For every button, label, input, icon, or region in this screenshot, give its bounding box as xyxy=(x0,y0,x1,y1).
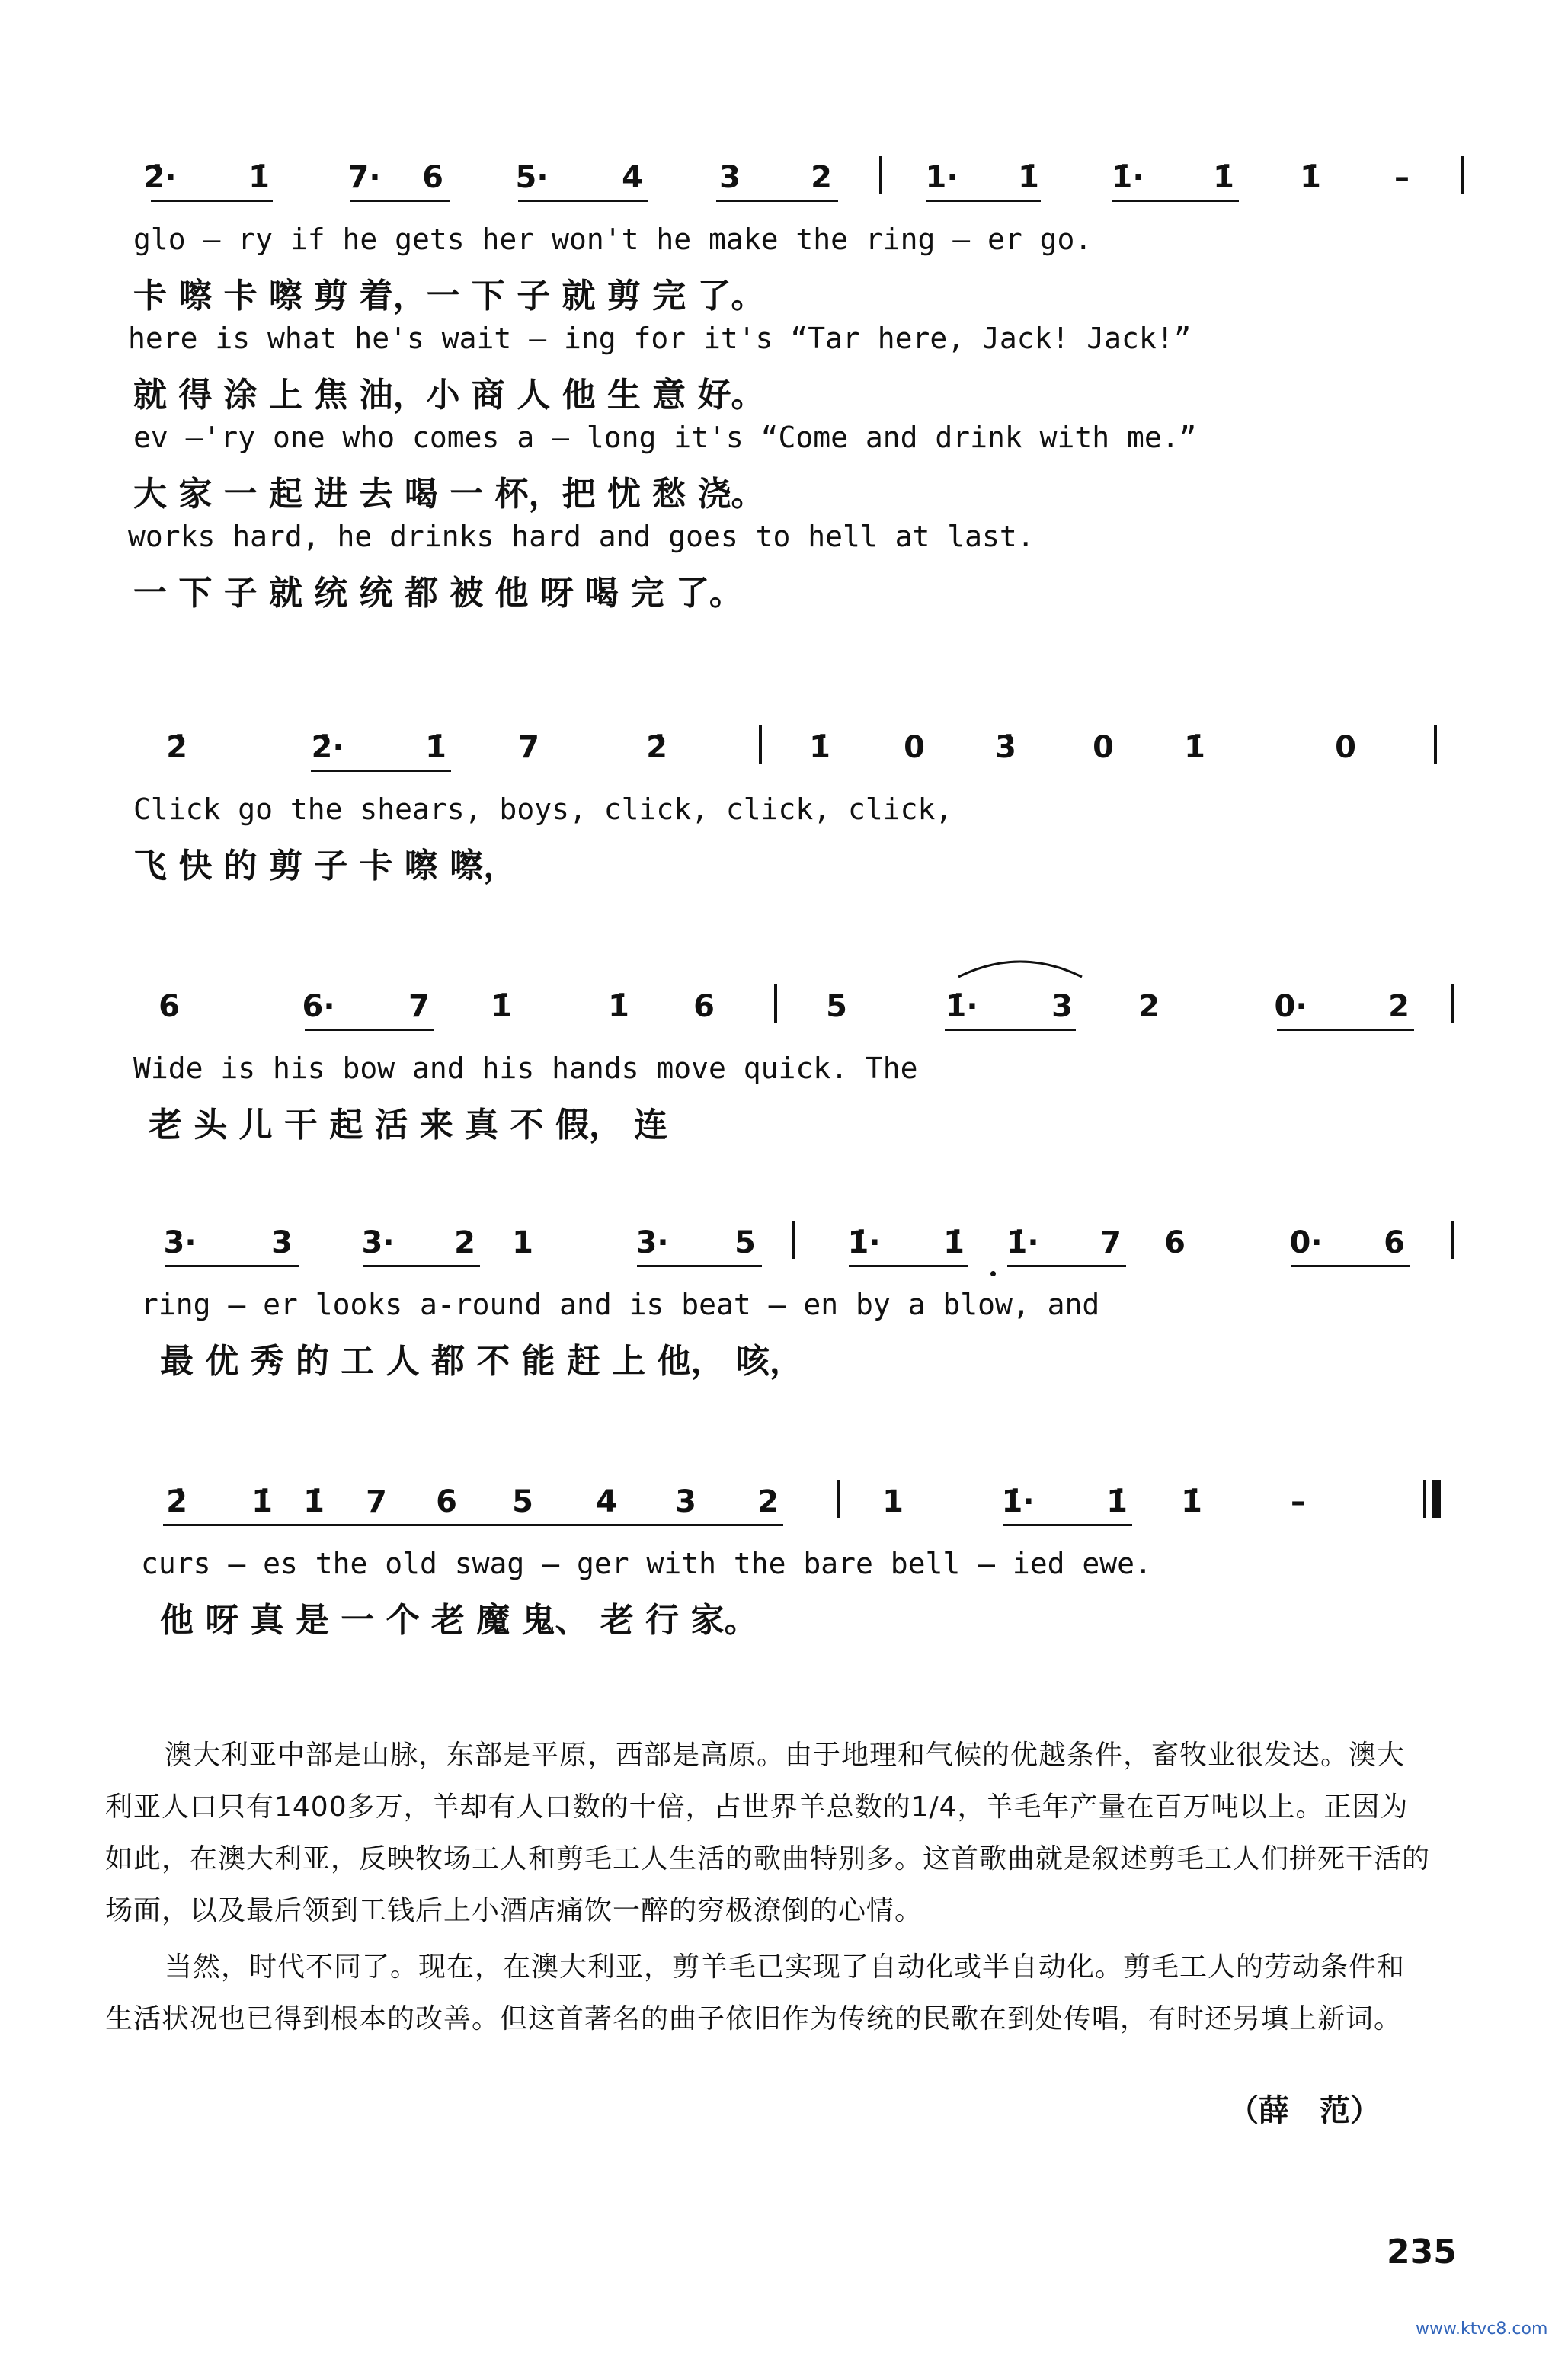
note: 1· xyxy=(925,160,958,195)
underline xyxy=(1277,1029,1414,1031)
note: 2 xyxy=(757,1484,779,1519)
barline xyxy=(837,1480,840,1518)
note: 2 xyxy=(1138,989,1160,1024)
page-number: 235 xyxy=(1387,2233,1457,2271)
barline xyxy=(774,984,777,1023)
note: 2̇ xyxy=(166,730,187,765)
note: 1̇· xyxy=(1001,1484,1035,1519)
lyric-en: Wide is his bow and his hands move quick. The xyxy=(133,1052,918,1085)
note: 3 xyxy=(675,1484,696,1519)
note: 0 xyxy=(904,730,925,765)
underline xyxy=(151,200,273,202)
note: 1̇ xyxy=(1018,160,1039,195)
note: 3 xyxy=(1051,989,1073,1024)
note: – xyxy=(1291,1484,1306,1519)
note: 0· xyxy=(1289,1225,1323,1260)
underline xyxy=(350,200,450,202)
note: 2̇· xyxy=(143,160,177,195)
note: 4 xyxy=(596,1484,617,1519)
note: 2 xyxy=(1388,989,1410,1024)
note: 2̇· xyxy=(311,730,344,765)
note: 3 xyxy=(719,160,741,195)
lyric-zh: 最 优 秀 的 工 人 都 不 能 赶 上 他， 咳， xyxy=(160,1342,803,1381)
note: 6· xyxy=(302,989,335,1024)
note: 6 xyxy=(1384,1225,1405,1260)
note: 1̇ xyxy=(1184,730,1205,765)
note: 3̇ xyxy=(995,730,1016,765)
note: 1̇ xyxy=(1213,160,1234,195)
note: 0· xyxy=(1274,989,1307,1024)
lyric-zh: 飞 快 的 剪 子 卡 嚓 嚓， xyxy=(133,847,517,885)
barline xyxy=(759,725,762,764)
note: 1̇ xyxy=(1300,160,1321,195)
lyric-en-verse4: works hard, he drinks hard and goes to hell at last. xyxy=(128,520,1035,553)
underline xyxy=(311,770,451,772)
note: 1̇ xyxy=(251,1484,273,1519)
note: – xyxy=(1394,160,1410,195)
barline xyxy=(1451,984,1454,1023)
lyric-zh: 老 头 儿 干 起 活 来 真 不 假， 连 xyxy=(149,1106,668,1144)
note: 6 xyxy=(436,1484,457,1519)
watermark: www.ktvc8.com xyxy=(1416,2319,1548,2339)
lyric-en-verse1: glo – ry if he gets her won't he make the ring – er go. xyxy=(133,222,1093,256)
barline xyxy=(879,156,882,194)
note: 1 xyxy=(882,1484,904,1519)
note: 0 xyxy=(1335,730,1356,765)
underline xyxy=(637,1265,762,1267)
note: 0 xyxy=(1093,730,1114,765)
note: 7 xyxy=(1100,1225,1122,1260)
underline xyxy=(1112,200,1239,202)
note: 5 xyxy=(512,1484,533,1519)
note: 1̇· xyxy=(847,1225,881,1260)
barline xyxy=(1461,156,1464,194)
underline xyxy=(1291,1265,1410,1267)
note: 1̇ xyxy=(943,1225,965,1260)
barline xyxy=(1451,1221,1454,1259)
underline xyxy=(305,1029,434,1031)
note: 3 xyxy=(271,1225,293,1260)
note: 3· xyxy=(361,1225,395,1260)
note: 1̇· xyxy=(1111,160,1144,195)
note: 1̇· xyxy=(1006,1225,1039,1260)
lyric-zh-verse2: 就 得 涂 上 焦 油，小 商 人 他 生 意 好。 xyxy=(133,376,765,415)
barline xyxy=(1434,725,1437,764)
note: 2̇ xyxy=(166,1484,187,1519)
lyric-en: curs – es the old swag – ger with the bare bell – ied ewe. xyxy=(141,1547,1152,1580)
underline xyxy=(849,1265,968,1267)
underline xyxy=(1003,1524,1132,1526)
note: 7· xyxy=(347,160,381,195)
low-dot xyxy=(990,1271,996,1276)
slur-mark xyxy=(955,951,1085,981)
lyric-en: ring – er looks a-round and is beat – en by a blow, and xyxy=(141,1288,1100,1321)
note: 1̇· xyxy=(945,989,978,1024)
note: 2 xyxy=(811,160,832,195)
note: 3· xyxy=(635,1225,669,1260)
note: 4 xyxy=(622,160,643,195)
commentary-paragraph-2: 当然，时代不同了。现在，在澳大利亚，剪羊毛已实现了自动化或半自动化。剪毛工人的劳动条件和生活状况也已得到根本的改善。但这首著名的曲子依旧作为传统的民歌在到处传唱，有时还另填上新词。 xyxy=(105,1951,1406,2034)
final-barline-thick xyxy=(1432,1480,1441,1518)
note: 6 xyxy=(422,160,443,195)
commentary xyxy=(105,1730,1431,2045)
underline xyxy=(1007,1265,1126,1267)
lyric-zh: 他 呀 真 是 一 个 老 魔 鬼、 老 行 家。 xyxy=(160,1601,758,1640)
underline xyxy=(716,200,838,202)
underline xyxy=(945,1029,1076,1031)
note: 1̇ xyxy=(608,989,629,1024)
lyric-zh-verse4: 一 下 子 就 统 统 都 被 他 呀 喝 完 了。 xyxy=(133,574,743,613)
note: 5· xyxy=(515,160,549,195)
note: 2̇ xyxy=(646,730,667,765)
note: 5 xyxy=(734,1225,756,1260)
underline xyxy=(165,1265,299,1267)
note: 7 xyxy=(366,1484,387,1519)
note: 3· xyxy=(163,1225,197,1260)
note: 7 xyxy=(408,989,430,1024)
lyric-en-verse2: here is what he's wait – ing for it's “Tar here, Jack! Jack!” xyxy=(128,322,1192,355)
lyric-en-verse3: ev –'ry one who comes a – long it's “Come and drink with me.” xyxy=(133,421,1197,454)
note: 1 xyxy=(512,1225,533,1260)
author-credit: （薛 范） xyxy=(1228,2093,1381,2128)
note: 7 xyxy=(518,730,539,765)
lyric-en: Click go the shears, boys, click, click, click, xyxy=(133,792,953,826)
underline xyxy=(926,200,1041,202)
note: 6 xyxy=(1164,1225,1186,1260)
note: 1̇ xyxy=(303,1484,325,1519)
note: 5 xyxy=(826,989,847,1024)
lyric-zh-verse1: 卡 嚓 卡 嚓 剪 着，一 下 子 就 剪 完 了。 xyxy=(133,277,765,315)
note: 6 xyxy=(693,989,715,1024)
note: 1̇ xyxy=(491,989,512,1024)
note: 6 xyxy=(158,989,180,1024)
underline xyxy=(163,1524,783,1526)
note: 1̇ xyxy=(1181,1484,1202,1519)
underline xyxy=(518,200,648,202)
lyric-zh-verse3: 大 家 一 起 进 去 喝 一 杯，把 忧 愁 浇。 xyxy=(133,475,765,514)
note: 1̇ xyxy=(1106,1484,1128,1519)
note: 1̇ xyxy=(248,160,270,195)
underline xyxy=(363,1265,480,1267)
note: 1̇ xyxy=(809,730,830,765)
barline xyxy=(792,1221,795,1259)
note: 2 xyxy=(454,1225,475,1260)
final-barline-thin xyxy=(1423,1480,1426,1518)
commentary-paragraph-1: 澳大利亚中部是山脉，东部是平原，西部是高原。由于地理和气候的优越条件，畜牧业很发达。澳大利亚人口只有1400多万，羊却有人口数的十倍，占世界羊总数的1/4，羊毛年产量在百万吨以上。正因为如此，在澳大利亚，反映牧场工人和剪毛工人生活的歌曲特别多。这首歌曲就是叙述剪毛工人们拼死干活的场面，以及最后领到工钱后上小酒店痛饮一醉的穷极潦倒的心情。 xyxy=(105,1740,1431,1926)
note: 1̇ xyxy=(425,730,446,765)
